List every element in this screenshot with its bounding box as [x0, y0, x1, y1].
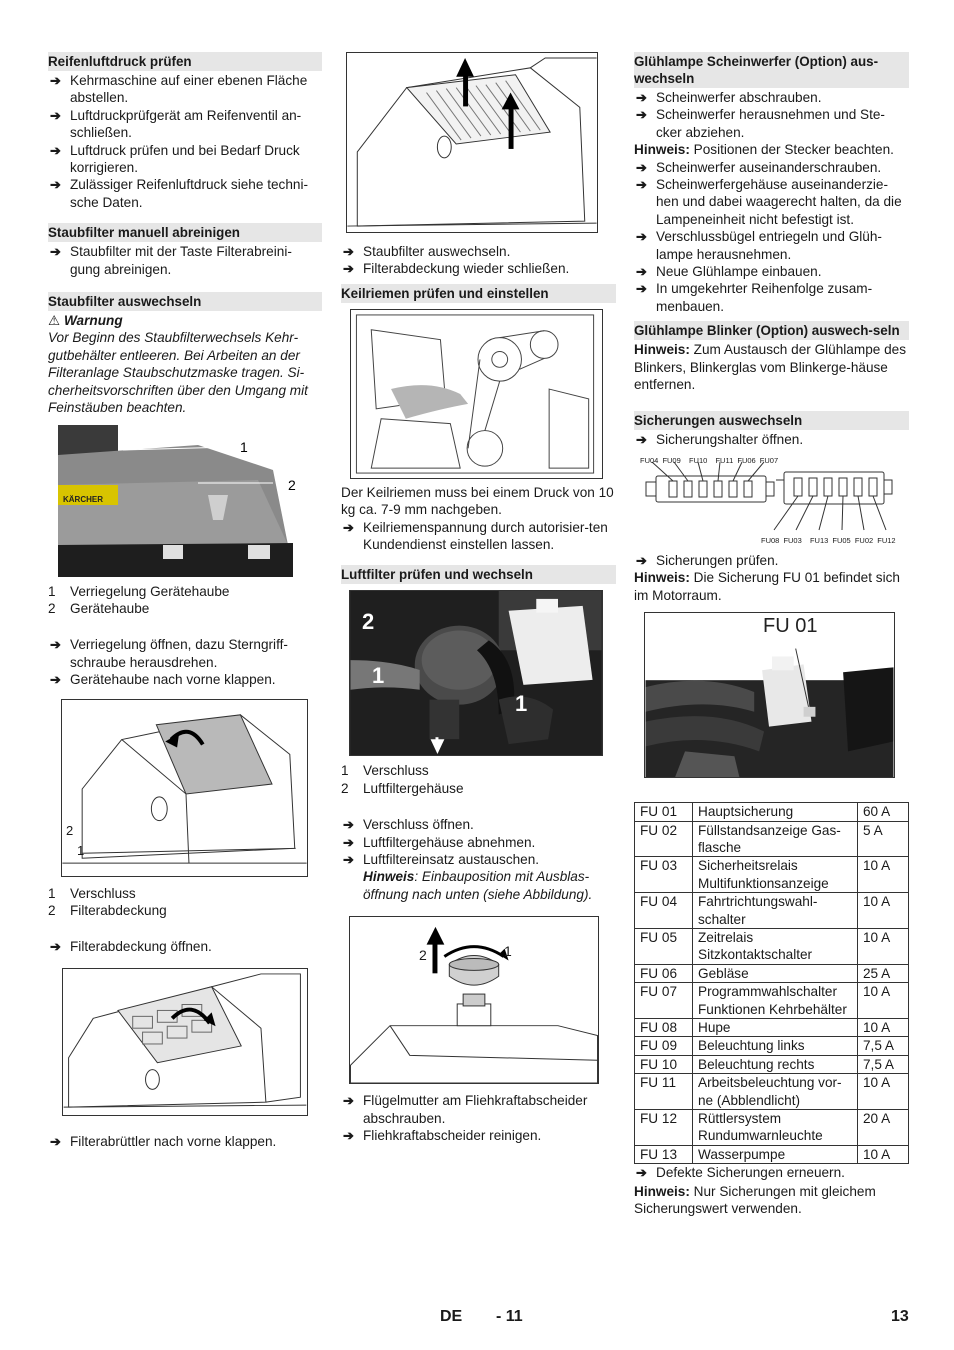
- fuse-rating-cell: 10 A: [858, 1074, 909, 1110]
- arrow-icon: ➔: [343, 1093, 354, 1109]
- fuse-row: [635, 1037, 909, 1055]
- step: ➔ Scheinwerfer abschrauben.: [636, 90, 822, 105]
- fuse-rating-cell: 7,5 A: [858, 1037, 909, 1055]
- fuse-rating-cell: 7,5 A: [858, 1055, 909, 1073]
- column-middle: [341, 52, 616, 1145]
- fuse-id-cell: FU 04: [635, 893, 693, 929]
- heading-v-belt: Keilriemen prüfen und einstellen: [341, 284, 616, 303]
- callout-2: 2: [288, 476, 296, 493]
- legend-item: 1 Verschluss: [341, 763, 429, 779]
- warning-title: ⚠ Warnung: [48, 313, 123, 329]
- column-left: [48, 52, 322, 1150]
- arrow-icon: ➔: [50, 637, 61, 653]
- belt-text: Der Keilriemen muss bei einem Druck von 10 kg ca. 7-9 mm nachgeben.: [341, 484, 614, 518]
- fuse-function-cell: Zeitrelais Sitzkontaktschalter: [693, 928, 858, 964]
- fuse-function-cell: Rüttlersystem Rundumwarnleuchte: [693, 1110, 858, 1146]
- fuse-rating-cell: 10 A: [858, 1145, 909, 1163]
- figure-filter-shaker: [62, 968, 308, 1116]
- arrow-icon: ➔: [636, 229, 647, 245]
- arrow-icon: ➔: [50, 672, 61, 688]
- v-belt-drawing: [351, 310, 602, 478]
- arrow-icon: ➔: [636, 159, 647, 175]
- arrow-icon: ➔: [636, 107, 647, 123]
- fuse-id-cell: FU 12: [635, 1110, 693, 1146]
- fuse-row: [635, 983, 909, 1019]
- fuse-labels-top: FU04 FU09 FU10 FU11 FU06 FU07: [640, 455, 779, 465]
- heading-dust-replace: Staubfilter auswechseln: [48, 292, 322, 311]
- photo-machine-hood: [58, 425, 320, 577]
- callout-1: 1: [504, 943, 512, 960]
- headlight-hint: Hinweis: Positionen der Stecker beachten.: [634, 142, 894, 158]
- arrow-icon: ➔: [636, 1165, 647, 1181]
- fuse-row: [635, 1055, 909, 1073]
- fuse-id-cell: FU 09: [635, 1037, 693, 1055]
- step: ➔ Staubfilter mit der Taste Filterabreini-gung abreinigen.: [50, 244, 292, 277]
- step: ➔ Defekte Sicherungen erneuern.: [636, 1165, 845, 1181]
- fuse-row: [635, 964, 909, 982]
- fuse-function-cell: Füllstandsanzeige Gas-flasche: [693, 821, 858, 857]
- step: ➔ Scheinwerfer auseinanderschrauben.: [636, 159, 882, 175]
- arrow-icon: ➔: [343, 261, 354, 277]
- heading-fuses: Sicherungen auswechseln: [634, 411, 909, 430]
- fuse-id-cell: FU 03: [635, 857, 693, 893]
- filter-shaker-drawing: [63, 969, 307, 1115]
- arrow-icon: ➔: [50, 142, 61, 158]
- fuse-row: [635, 821, 909, 857]
- fuse-row: [635, 928, 909, 964]
- fuse-rating-cell: 20 A: [858, 1110, 909, 1146]
- arrow-icon: ➔: [50, 244, 61, 260]
- footer-page-number: 13: [891, 1308, 909, 1325]
- step: ➔ Zulässiger Reifenluftdruck siehe techni-sche Daten.: [50, 177, 309, 210]
- fuse-id-cell: FU 07: [635, 983, 693, 1019]
- filter-cover-drawing: [62, 700, 307, 876]
- fu01-label: FU 01: [763, 615, 818, 638]
- filter-replace-drawing: [347, 53, 597, 232]
- fuse-labels-bottom: FU08 FU03 FU13 FU05 FU02 FU12: [761, 535, 896, 545]
- fuse-id-cell: FU 10: [635, 1055, 693, 1073]
- step: ➔ Neue Glühlampe einbauen.: [636, 264, 822, 280]
- arrow-icon: ➔: [636, 264, 647, 280]
- fuse-id-cell: FU 01: [635, 803, 693, 821]
- fuse-row: [635, 857, 909, 893]
- fuse-id-cell: FU 11: [635, 1074, 693, 1110]
- step: ➔ Luftdruck prüfen und bei Bedarf Druck korrigieren.: [50, 142, 300, 176]
- fuse-row: [635, 1019, 909, 1037]
- fuse-function-cell: Hauptsicherung: [693, 803, 858, 821]
- legend-item: 2 Luftfiltergehäuse: [341, 780, 464, 796]
- fuse-function-cell: Wasserpumpe: [693, 1145, 858, 1163]
- arrow-icon: ➔: [636, 90, 647, 105]
- step: ➔ Verschlussbügel entriegeln und Glüh-lampe herausnehmen.: [636, 229, 882, 262]
- callout-1: 1: [372, 663, 385, 689]
- figure-filter-replace: [346, 52, 598, 233]
- arrow-icon: ➔: [343, 519, 354, 535]
- arrow-icon: ➔: [636, 177, 647, 193]
- step: ➔ Keilriemenspannung durch autorisier-ten Kundendienst einstellen lassen.: [343, 519, 608, 553]
- fuse-id-cell: FU 05: [635, 928, 693, 964]
- figure-filter-cover: [61, 699, 308, 877]
- air-filter-hint: Hinweis: Einbauposition mit Ausblas-öffnung nach unten (siehe Abbildung).: [363, 869, 593, 902]
- fuse-table-body: [635, 803, 909, 1164]
- callout-1: 1: [77, 842, 85, 858]
- fuse-function-cell: Arbeitsbeleuchtung vor-ne (Abblendlicht): [693, 1074, 858, 1110]
- photo-engine-fu01: [644, 612, 895, 778]
- fuse-function-cell: Beleuchtung links: [693, 1037, 858, 1055]
- callout-1: 1: [240, 438, 248, 455]
- heading-blinker-lamp: Glühlampe Blinker (Option) auswech-seln: [634, 321, 909, 340]
- arrow-icon: ➔: [636, 431, 647, 447]
- step: ➔ Kehrmaschine auf einer ebenen Fläche abstellen.: [50, 73, 308, 106]
- arrow-icon: ➔: [636, 281, 647, 297]
- warning-icon: ⚠: [48, 313, 61, 329]
- fuse-row: [635, 1145, 909, 1163]
- callout-2: 2: [66, 822, 74, 838]
- fuse-id-cell: FU 02: [635, 821, 693, 857]
- step: ➔ Gerätehaube nach vorne klappen.: [50, 672, 276, 688]
- step: ➔ Luftfiltergehäuse abnehmen.: [343, 834, 536, 850]
- step: ➔ Fliehkraftabscheider reinigen.: [343, 1128, 542, 1144]
- fuse-rating-cell: 60 A: [858, 803, 909, 821]
- step: ➔ Filterabdeckung öffnen.: [50, 939, 212, 955]
- callout-1: 1: [515, 691, 528, 717]
- step: ➔ Luftfiltereinsatz austauschen.: [343, 852, 540, 868]
- step: ➔ Flügelmutter am Fliehkraftabscheider abschrauben.: [343, 1093, 588, 1126]
- arrow-icon: ➔: [636, 552, 647, 568]
- steps-tire: [48, 72, 322, 211]
- step: ➔ Filterabdeckung wieder schließen.: [343, 261, 570, 277]
- footer-language: DE: [440, 1308, 463, 1325]
- fuse-function-cell: Hupe: [693, 1019, 858, 1037]
- step: ➔ Staubfilter auswechseln.: [343, 244, 511, 259]
- heading-dust-manual: Staubfilter manuell abreinigen: [48, 223, 322, 242]
- step: ➔ Verschluss öffnen.: [343, 817, 474, 833]
- legend-item: 1 Verriegelung Gerätehaube: [48, 583, 230, 599]
- fuse-table: [634, 802, 909, 1164]
- footer-page-dash: - 11: [496, 1308, 523, 1325]
- heading-headlight-lamp: Glühlampe Scheinwerfer (Option) aus-wechseln: [634, 52, 909, 88]
- fuse-hint: Hinweis: Die Sicherung FU 01 befindet sich im Motorraum.: [634, 570, 900, 603]
- figure-v-belt: [350, 309, 603, 479]
- step: ➔ In umgekehrter Reihenfolge zusam-menbauen.: [636, 281, 873, 314]
- fuse-hint-2: Hinweis: Nur Sicherungen mit gleichem Sicherungswert verwenden.: [634, 1183, 876, 1217]
- fuse-rating-cell: 25 A: [858, 964, 909, 982]
- fuse-function-cell: Beleuchtung rechts: [693, 1055, 858, 1073]
- callout-2: 2: [419, 947, 427, 964]
- arrow-icon: ➔: [50, 73, 61, 88]
- fuse-row: [635, 803, 909, 821]
- air-filter-photo: [350, 591, 602, 755]
- fuse-rating-cell: 10 A: [858, 857, 909, 893]
- fuse-function-cell: Sicherheitsrelais Multifunktionsanzeige: [693, 857, 858, 893]
- cyclone-separator-drawing: [350, 917, 598, 1083]
- fuse-id-cell: FU 06: [635, 964, 693, 982]
- heading-tire-pressure: Reifenluftdruck prüfen: [48, 52, 322, 71]
- legend-item: 2 Gerätehaube: [48, 600, 150, 616]
- brand-label: KÄRCHER: [63, 494, 103, 504]
- legend-item: 1 Verschluss: [48, 885, 136, 901]
- fuse-rating-cell: 10 A: [858, 893, 909, 929]
- step: ➔ Scheinwerfergehäuse auseinanderzie-hen und dabei waagerecht halten, da die Lampeneinheit nicht befestigt ist.: [636, 177, 902, 227]
- step: ➔ Verriegelung öffnen, dazu Sterngriff-schraube herausdrehen.: [50, 637, 288, 670]
- step: ➔ Luftdruckprüfgerät am Reifenventil an-schließen.: [50, 107, 302, 141]
- arrow-icon: ➔: [343, 834, 354, 850]
- warning-text: Vor Beginn des Staubfilterwechsels Kehr-gutbehälter entleeren. Bei Arbeiten an der Filteranlage Staubschutzmaske tragen. Si-cherheitsvorschriften über den Umgang mit Feinstäuben beachten.: [48, 330, 308, 416]
- arrow-icon: ➔: [50, 939, 61, 955]
- column-right: [634, 52, 909, 1217]
- arrow-icon: ➔: [50, 107, 61, 123]
- arrow-icon: ➔: [50, 177, 61, 193]
- heading-air-filter: Luftfilter prüfen und wechseln: [341, 565, 616, 584]
- engine-fu01-photo: [645, 613, 894, 777]
- step: ➔ Filterabrüttler nach vorne klappen.: [50, 1133, 277, 1149]
- blinker-hint: Hinweis: Zum Austausch der Glühlampe des Blinkers, Blinkerglas vom Blinkerge-häuse entfernen.: [634, 342, 907, 393]
- arrow-icon: ➔: [343, 1128, 354, 1144]
- fuse-rating-cell: 10 A: [858, 1019, 909, 1037]
- fuse-id-cell: FU 13: [635, 1145, 693, 1163]
- arrow-icon: ➔: [50, 1133, 61, 1149]
- step: ➔ Sicherungen prüfen.: [636, 552, 779, 568]
- legend-item: 2 Filterabdeckung: [48, 902, 167, 918]
- arrow-icon: ➔: [343, 244, 354, 259]
- fuse-row: [635, 1074, 909, 1110]
- fuse-rating-cell: 10 A: [858, 928, 909, 964]
- figure-cyclone-separator: [349, 916, 599, 1084]
- arrow-icon: ➔: [343, 817, 354, 833]
- photo-air-filter: [349, 590, 603, 756]
- figure-fuse-holder: [634, 454, 896, 544]
- fuse-row: [635, 893, 909, 929]
- fuse-function-cell: Gebläse: [693, 964, 858, 982]
- fuse-id-cell: FU 08: [635, 1019, 693, 1037]
- arrow-icon: ➔: [343, 852, 354, 868]
- step: ➔ Scheinwerfer herausnehmen und Ste-cker abziehen.: [636, 107, 885, 140]
- callout-2: 2: [362, 609, 375, 635]
- fuse-row: [635, 1110, 909, 1146]
- fuse-rating-cell: 10 A: [858, 983, 909, 1019]
- fuse-function-cell: Fahrtrichtungswahl-schalter: [693, 893, 858, 929]
- fuse-rating-cell: 5 A: [858, 821, 909, 857]
- step: ➔ Sicherungshalter öffnen.: [636, 431, 804, 447]
- fuse-function-cell: Programmwahlschalter Funktionen Kehrbehälter: [693, 983, 858, 1019]
